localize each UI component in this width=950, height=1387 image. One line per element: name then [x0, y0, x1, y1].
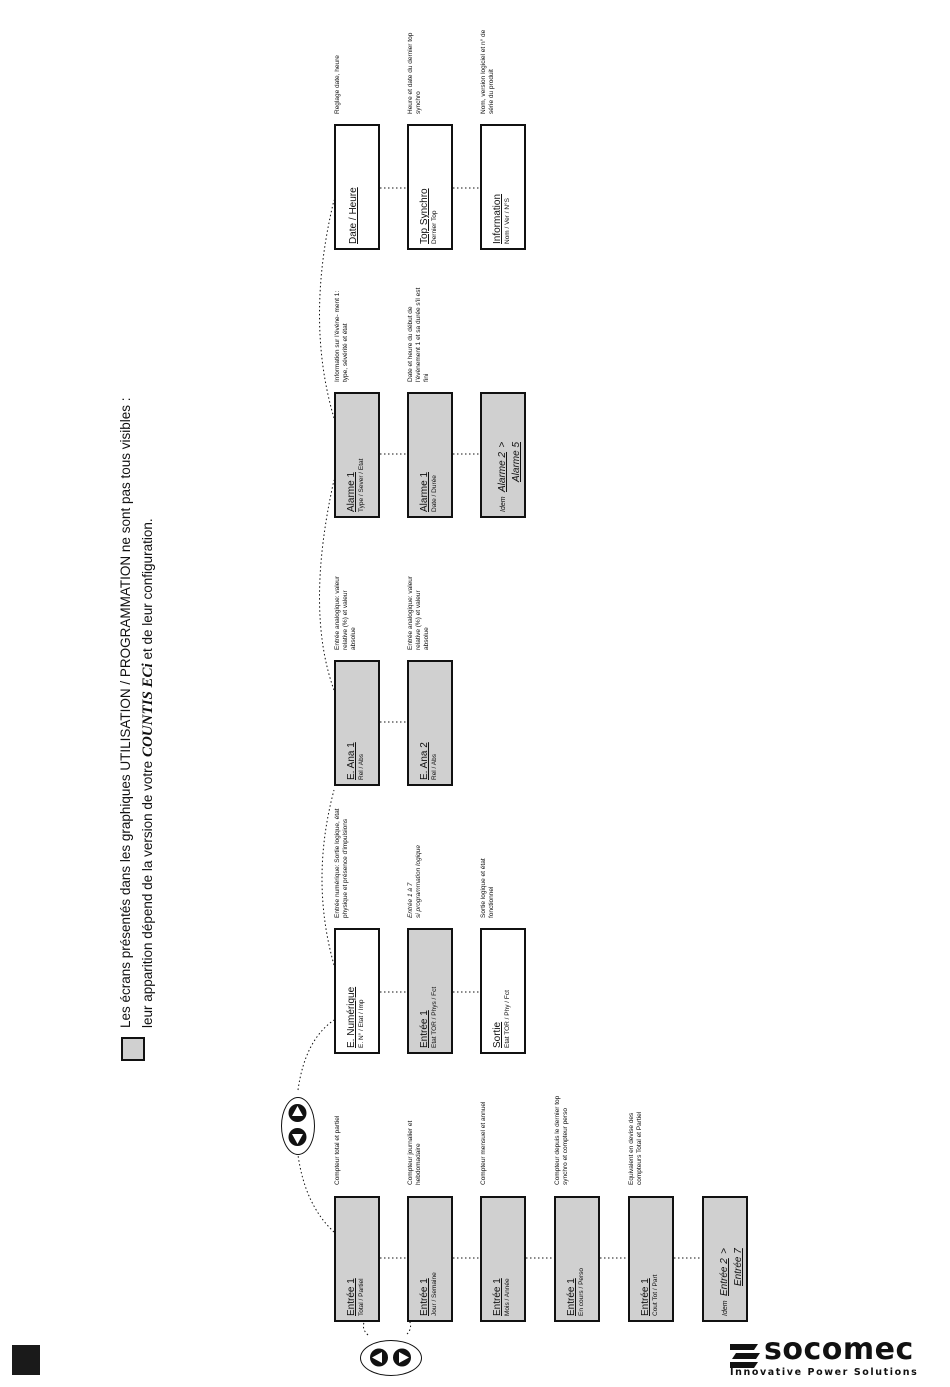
screen-e-ana2 [407, 660, 453, 786]
idem-label: Idem [500, 496, 507, 512]
screen-sortie [480, 928, 526, 1054]
brand-name: COUNTIS ECi [140, 663, 156, 758]
screen-title: Alarme 1 [419, 471, 430, 512]
desc-date-heure: Reglage date, heure [334, 55, 341, 114]
desc-alarme1-type: Information sur l'événe- ment 1: type, sévérité et état [334, 290, 350, 382]
logo-tagline: Innovative Power Solutions [730, 1367, 919, 1378]
desc-entree1-total: Compteur total et partiel [334, 1115, 341, 1185]
screen-entree1-mois [480, 1196, 526, 1322]
screen-entree-idem [702, 1196, 748, 1322]
screen-sub: Nom / Ver / N°S [503, 198, 511, 244]
header-text-1: Les écrans présentés dans les graphiques UTILISATION / PROGRAMMATION ne sont pas tous visibles : [118, 397, 133, 1028]
screen-title: Entrée 1 [492, 1278, 503, 1316]
screen-sub: Etat TOR / Phys / Fct [430, 986, 438, 1048]
idem-from: Entrée 2 [719, 1258, 730, 1296]
idem-to: Alarme 5 [511, 441, 522, 482]
screen-entree1-cout [628, 1196, 674, 1322]
logo-name: socomec [764, 1332, 914, 1367]
screen-entree1-jour [407, 1196, 453, 1322]
desc-e-ana1: Entrée analogique: valeur relative (%) et valeur absolue [334, 575, 358, 650]
screen-sub: Jour / Semaine [430, 1272, 438, 1316]
screen-sub: Total / Partiel [357, 1278, 365, 1316]
screen-title: Entrée 1 [419, 1278, 430, 1316]
idem-label: Idem [722, 1300, 729, 1316]
desc-sortie: Sortie logique et état fonctionnel [480, 858, 496, 918]
desc-entree1-encours: Compteur depuis le dernier top synchro et compteur perso [554, 1095, 570, 1185]
screen-sub: Rel / Abs [430, 753, 438, 780]
left-right-arrows-icon[interactable] [360, 1340, 422, 1376]
screen-title: Entrée 1 [346, 1278, 357, 1316]
idem-from: Alarme 2 [497, 451, 508, 492]
screen-sub: Date / Durée [430, 475, 438, 512]
socomec-logo [728, 1332, 940, 1380]
idem-arrow: > [497, 441, 508, 448]
desc-line: si programmation logique [415, 845, 423, 918]
screen-e-ana1 [334, 660, 380, 786]
screen-title: E. Ana 1 [346, 742, 357, 780]
up-down-arrows-icon[interactable] [281, 1097, 315, 1155]
screen-title: Entrée 1 [640, 1278, 651, 1316]
desc-information: Nom, version logiciel et n° de série du produit [480, 29, 496, 114]
screen-title: Entrée 1 [566, 1278, 577, 1316]
screen-title: Sortie [492, 1021, 503, 1048]
screen-title: E. Ana 2 [419, 742, 430, 780]
socomec-mark-icon [728, 1340, 762, 1368]
screen-sub: En cours / Perso [577, 1267, 585, 1316]
screen-top-synchro [407, 124, 453, 250]
screen-sub: E. N° / Etat / Imp [357, 999, 365, 1048]
screen-title: Alarme 1 [346, 471, 357, 512]
screen-alarme1-type [334, 392, 380, 518]
desc-top-synchro: Heure et date du dernier top synchro [407, 32, 423, 114]
desc-line: Entrée 1 à 7 [407, 882, 414, 918]
screen-title: Entrée 1 [419, 1010, 430, 1048]
idem-to: Entrée 7 [733, 1248, 744, 1286]
header-text-2a: leur apparition dépend de la version de votre [140, 760, 155, 1028]
screen-alarme1-date [407, 392, 453, 518]
screen-entree1-tor [407, 928, 453, 1054]
screen-sub: Rel / Abs [357, 753, 365, 780]
screen-title: E. Numérique [346, 986, 357, 1048]
desc-entree1-jour: Compteur journalier et hebdomadaire [407, 1120, 423, 1185]
desc-e-numerique: Entrée numérique: Sortie logique, état physique et présence d'impulsions [334, 808, 350, 918]
header-text-2b: et de leur configuration. [140, 518, 155, 660]
screen-entree1-total [334, 1196, 380, 1322]
desc-entree1-cout: Equivalent en devise des compteurs Total et Partiel [628, 1111, 644, 1185]
screen-sub: Cout Tot / Part [651, 1274, 659, 1316]
screen-title: Information [492, 193, 503, 244]
screen-information [480, 124, 526, 250]
screen-alarme-idem [480, 392, 526, 518]
screen-sub: Type / Sever / Etat [357, 458, 365, 512]
desc-entree1-tor [407, 808, 423, 918]
desc-alarme1-date: Date et heure du début de l'évènement 1 et sa durée s'il est fini [407, 287, 431, 382]
desc-entree1-mois: Compteur mensuel et annuel [480, 1101, 487, 1185]
screen-sub: Etat TOR / Phy / Fct [503, 990, 511, 1048]
screen-title: Date / Heure [348, 187, 359, 244]
idem-arrow: > [719, 1247, 730, 1254]
screen-entree1-encours [554, 1196, 600, 1322]
screen-date-heure [334, 124, 380, 250]
screen-sub: Mois / Année [503, 1278, 511, 1316]
desc-e-ana2: Entrée analogique: valeur relative (%) et valeur absolue [407, 575, 431, 650]
screen-e-numerique [334, 928, 380, 1054]
screen-title: Top Synchro [419, 188, 430, 244]
screen-sub: Dernier Top [430, 210, 438, 244]
